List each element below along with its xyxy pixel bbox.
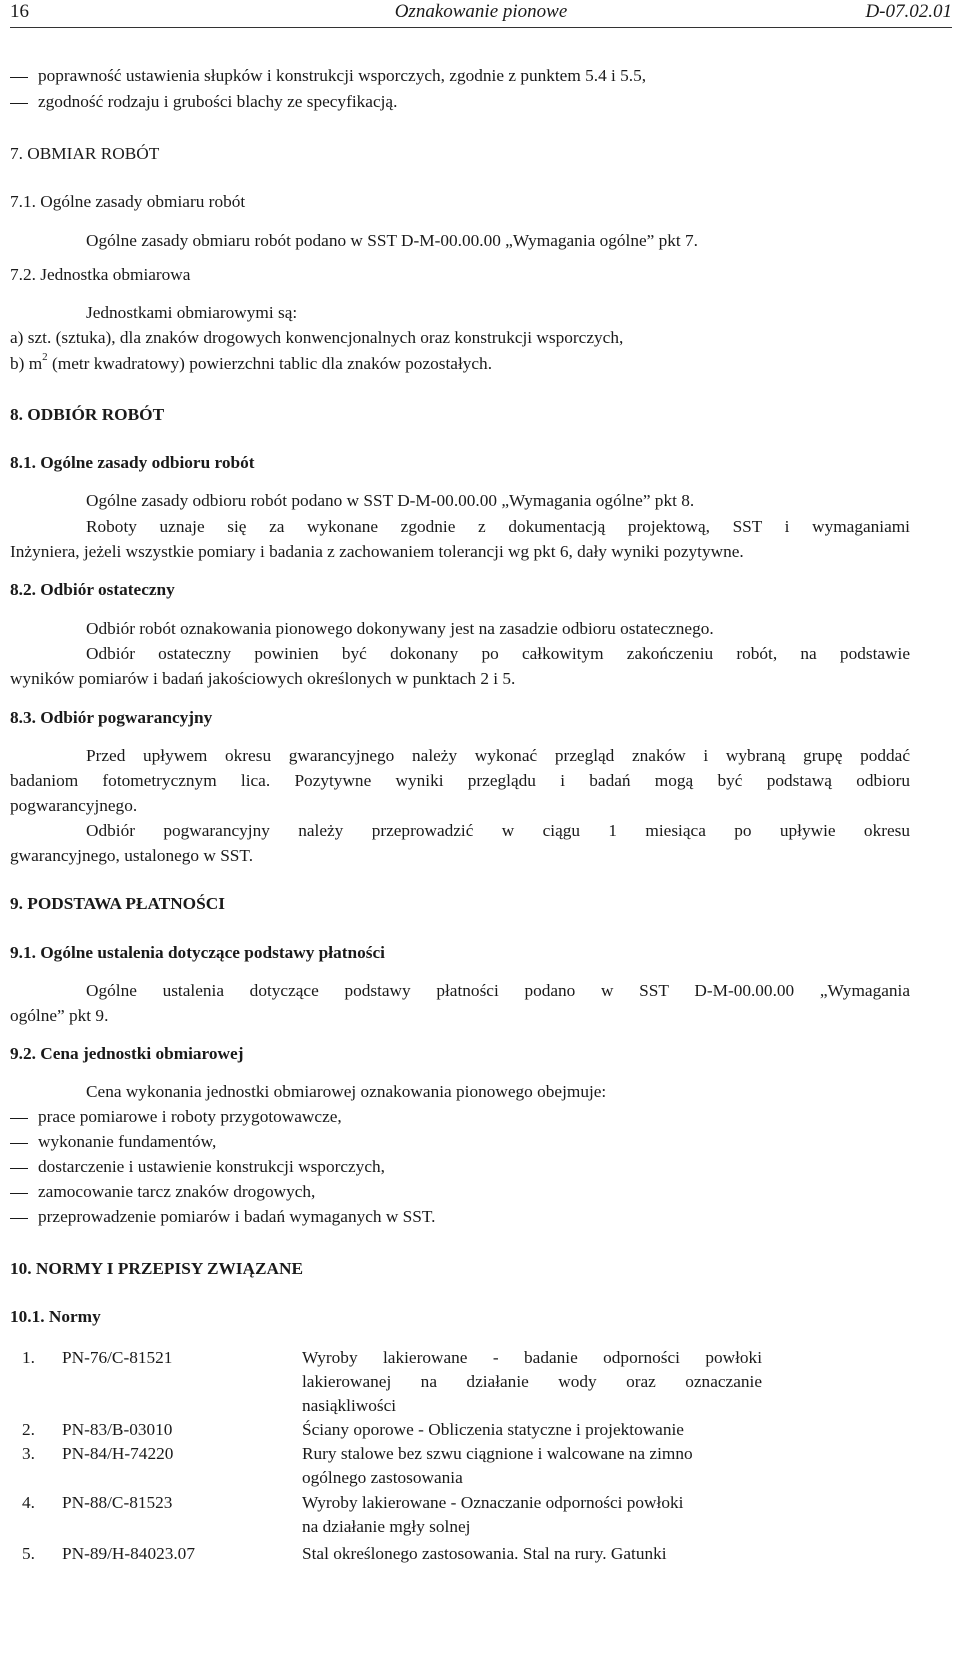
page-header <box>10 0 952 28</box>
section-heading: 8. ODBIÓR ROBÓT <box>10 405 165 424</box>
list-item: zamocowanie tarcz znaków drogowych, <box>38 1182 316 1201</box>
paragraph-line: wyników pomiarów i badań jakościowych określonych w punktach 2 i 5. <box>10 669 516 688</box>
norm-description: Wyroby lakierowane - Oznaczanie odporności powłoki <box>302 1493 684 1512</box>
norm-code: PN-89/H-84023.07 <box>62 1544 195 1563</box>
dash-bullet <box>10 1218 28 1219</box>
list-item: przeprowadzenie pomiarów i badań wymaganych w SST. <box>38 1207 436 1226</box>
paragraph: Cena wykonania jednostki obmiarowej oznakowania pionowego obejmuje: <box>86 1082 607 1101</box>
list-item: b) $m^2$ (metr kwadratowy) powierzchni tablic dla znaków pozostałych. <box>10 351 493 373</box>
dash-bullet <box>10 1143 28 1144</box>
paragraph: Odbiór robót oznakowania pionowego dokonywany jest na zasadzie odbioru ostatecznego. <box>86 619 714 638</box>
norm-description: Rury stalowe bez szwu ciągnione i walcowane na zimno <box>302 1444 693 1463</box>
dash-bullet <box>10 77 28 78</box>
norm-number: 1. <box>22 1348 35 1367</box>
section-heading: 7. OBMIAR ROBÓT <box>10 144 160 163</box>
norm-description: Stal określonego zastosowania. Stal na rury. Gatunki <box>302 1544 667 1563</box>
paragraph-line: Roboty uznaje się za wykonane zgodnie z dokumentacją projektową, SST i wymaganiami <box>86 517 910 536</box>
list-item: zgodność rodzaju i grubości blachy ze specyfikacją. <box>38 92 398 111</box>
norm-number: 5. <box>22 1544 35 1563</box>
subsection-heading: 7.2. Jednostka obmiarowa <box>10 265 191 284</box>
paragraph-line: badaniom fotometrycznym lica. Pozytywne wyniki przeglądu i badań mogą być podstawą odbioru <box>10 771 910 790</box>
paragraph-line: pogwarancyjnego. <box>10 796 138 815</box>
subsection-heading: 10.1. Normy <box>10 1307 101 1326</box>
list-item: wykonanie fundamentów, <box>38 1132 217 1151</box>
dash-bullet <box>10 1193 28 1194</box>
dash-bullet <box>10 1168 28 1169</box>
paragraph-line: Odbiór ostateczny powinien być dokonany po całkowitym zakończeniu robót, na podstawie <box>86 644 910 663</box>
list-item: a) szt. (sztuka), dla znaków drogowych konwencjonalnych oraz konstrukcji wsporczych, <box>10 328 624 347</box>
section-heading: 10. NORMY I PRZEPISY ZWIĄZANE <box>10 1259 304 1278</box>
running-title: Oznakowanie pionowe <box>394 1 568 22</box>
paragraph-line: Inżyniera, jeżeli wszystkie pomiary i badania z zachowaniem tolerancji wg pkt 6, dały wyniki pozytywne. <box>10 542 744 561</box>
norm-number: 4. <box>22 1493 35 1512</box>
subsection-heading: 9.2. Cena jednostki obmiarowej <box>10 1044 244 1063</box>
superscript: 2 <box>42 351 48 364</box>
norm-code: PN-76/C-81521 <box>62 1348 173 1367</box>
norm-number: 3. <box>22 1444 35 1463</box>
paragraph-line: ogólne” pkt 9. <box>10 1006 109 1025</box>
norm-code: PN-84/H-74220 <box>62 1444 174 1463</box>
norm-number: 2. <box>22 1420 35 1439</box>
list-item: prace pomiarowe i roboty przygotowawcze, <box>38 1107 342 1126</box>
section-heading: 9. PODSTAWA PŁATNOŚCI <box>10 894 225 913</box>
page-number: 16 <box>10 1 29 22</box>
paragraph-line: Przed upływem okresu gwarancyjnego należy wykonać przegląd znaków i wybraną grupę poddać <box>86 746 910 765</box>
paragraph: Ogólne zasady obmiaru robót podano w SST D-M-00.00.00 „Wymagania ogólne” pkt 7. <box>86 231 699 250</box>
subsection-heading: 8.1. Ogólne zasady odbioru robót <box>10 453 255 472</box>
subsection-heading: 8.2. Odbiór ostateczny <box>10 580 175 599</box>
dash-bullet <box>10 1118 28 1119</box>
norm-description: Wyroby lakierowane - badanie odporności powłoki <box>302 1348 762 1367</box>
norm-description: ogólnego zastosowania <box>302 1468 463 1487</box>
norm-description: lakierowanej na działanie wody oraz oznaczanie <box>302 1372 762 1391</box>
paragraph-line: gwarancyjnego, ustalonego w SST. <box>10 846 254 865</box>
subsection-heading: 9.1. Ogólne ustalenia dotyczące podstawy płatności <box>10 943 385 962</box>
paragraph-line: Odbiór pogwarancyjny należy przeprowadzić w ciągu 1 miesiąca po upływie okresu <box>86 821 910 840</box>
paragraph: Ogólne zasady odbioru robót podano w SST D-M-00.00.00 „Wymagania ogólne” pkt 8. <box>86 491 695 510</box>
document-code: D-07.02.01 <box>865 1 952 22</box>
norm-description: Ściany oporowe - Obliczenia statyczne i projektowanie <box>302 1420 684 1439</box>
norm-description: nasiąkliwości <box>302 1396 397 1415</box>
dash-bullet <box>10 103 28 104</box>
norm-description: na działanie mgły solnej <box>302 1517 471 1536</box>
norm-code: PN-88/C-81523 <box>62 1493 173 1512</box>
list-item: dostarczenie i ustawienie konstrukcji wsporczych, <box>38 1157 385 1176</box>
subsection-heading: 7.1. Ogólne zasady obmiaru robót <box>10 192 246 211</box>
subsection-heading: 8.3. Odbiór pogwarancyjny <box>10 708 213 727</box>
paragraph: Jednostkami obmiarowymi są: <box>86 303 298 322</box>
list-item: poprawność ustawienia słupków i konstrukcji wsporczych, zgodnie z punktem 5.4 i 5.5, <box>38 66 647 85</box>
paragraph-line: Ogólne ustalenia dotyczące podstawy płatności podano w SST D-M-00.00.00 „Wymagania <box>86 981 910 1000</box>
norm-code: PN-83/B-03010 <box>62 1420 173 1439</box>
